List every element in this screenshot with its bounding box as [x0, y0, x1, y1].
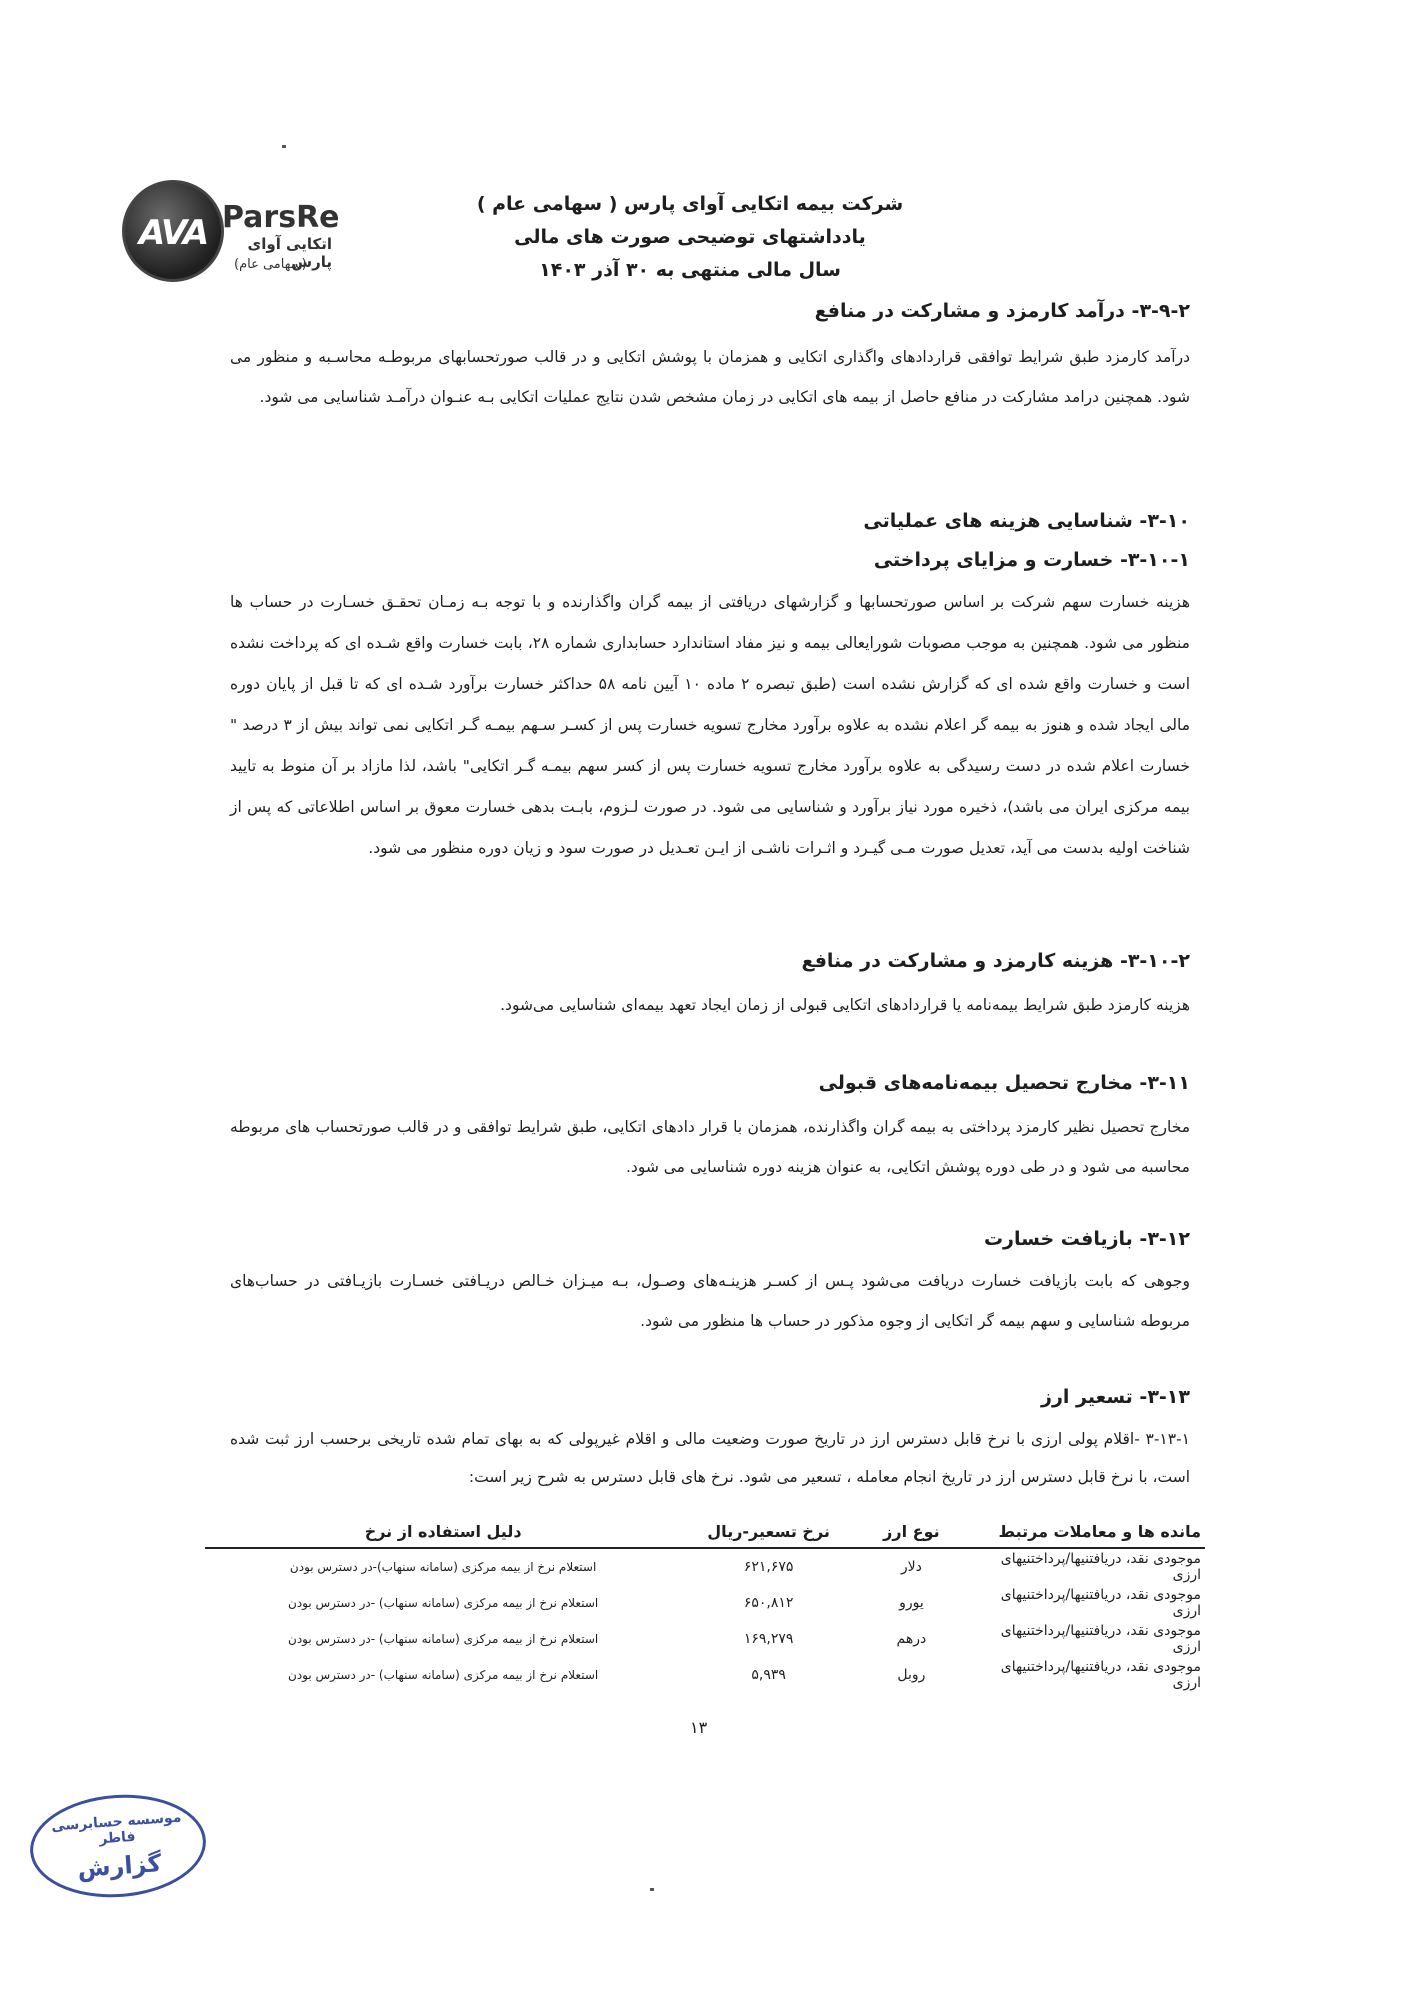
table-row [205, 1585, 1205, 1621]
section-title-3-13: ۳-۱۳- تسعیر ارز [1041, 1386, 1190, 1408]
table-row [205, 1657, 1205, 1693]
cell-currency: درهم [896, 1631, 927, 1647]
section-title-3-10-2: ۳-۱۰-۲- هزینه کارمزد و مشارکت در منافع [801, 950, 1190, 972]
table-row [205, 1548, 1205, 1585]
header-rate: نرخ تسعیر-ریال [681, 1516, 856, 1548]
cell-reason: استعلام نرخ از بیمه مرکزی (سامانه سنهاب) -در دسترس بودن [288, 1596, 599, 1610]
cell-account: موجودی نقد، دریافتنیها/پرداختنیهای ارزی [1000, 1623, 1201, 1655]
exchange-rate-table [205, 1516, 1205, 1693]
cell-currency: روبل [897, 1667, 926, 1683]
logo-brand-fa: اتکایی آوای پارس [247, 235, 332, 271]
cell-reason: استعلام نرخ از بیمه مرکزی (سامانه سنهاب) -در دسترس بودن [288, 1632, 599, 1646]
cell-rate: ۱۶۹,۲۷۹ [743, 1631, 794, 1647]
scan-speck [282, 145, 286, 148]
logo-emblem [122, 180, 224, 282]
cell-currency: دلار [900, 1559, 922, 1575]
cell-reason: استعلام نرخ از بیمه مرکزی (سامانه سنهاب) -در دسترس بودن [288, 1668, 599, 1682]
section-body-3-11: مخارج تحصیل نظیر کارمزد پرداختی به بیمه گران واگذارنده، همزمان با قرار دادهای اتکایی، طبق شرایط توافقی و در قالب صورتحساب های مربوطه محاسبه می شود و در طی دوره پوشش اتکایی، به عنوان هزینه دوره شناسایی می شود. [230, 1118, 1190, 1176]
section-title-3-10-1: ۳-۱۰-۱- خسارت و مزایای پرداختی [873, 549, 1190, 571]
cell-account: موجودی نقد، دریافتنیها/پرداختنیهای ارزی [1000, 1659, 1201, 1691]
section-title-3-11: ۳-۱۱- مخارج تحصیل بیمه‌نامه‌های قبولی [818, 1072, 1190, 1094]
table-header-row [205, 1516, 1205, 1548]
header-reason: دلیل استفاده از نرخ [205, 1516, 681, 1548]
cell-rate: ۵,۹۳۹ [751, 1667, 786, 1683]
section-body-3-13: ۳-۱۳-۱ -اقلام پولی ارزی با نرخ قابل دسترس ارز در تاریخ صورت وضعیت مالی و اقلام غیرپولی که به بهای تمام شده تاریخی برحسب ارز ثبت شده است، با نرخ قابل دسترس ارز در تاریخ انجام معامله ، تسعیر می شود. نرخ های قابل دسترس به شرح زیر است: [230, 1430, 1190, 1486]
logo-brand-type: (سهامی عام) [234, 257, 307, 272]
logo-mark: AVA [138, 213, 208, 253]
table-row [205, 1621, 1205, 1657]
header-account: مانده ها و معاملات مرتبط [967, 1516, 1205, 1548]
cell-currency: یورو [899, 1595, 924, 1611]
section-title-3-10: ۳-۱۰- شناسایی هزینه های عملیاتی [863, 510, 1190, 532]
stamp-report-label: گزارش [76, 1849, 163, 1883]
cell-account: موجودی نقد، دریافتنیها/پرداختنیهای ارزی [1000, 1551, 1201, 1583]
section-body-3-9-2: درآمد کارمزد طبق شرایط توافقی قراردادهای واگذاری اتکایی و همزمان با پوشش اتکایی و در قالب صورتحسابهای مربوطـه محاسـبه و منظور می شود. همچنین درامد مشارکت در منافع حاصل از بیمه های اتکایی در زمان مشخص شدن نتایج عملیات اتکایی بـه عنـوان درآمـد شناسایی می شود. [230, 348, 1190, 406]
cell-account: موجودی نقد، دریافتنیها/پرداختنیهای ارزی [1000, 1587, 1201, 1619]
section-body-3-12: وجوهی که بابت بازیافت خسارت دریافت می‌شود پـس از کسـر هزینـه‌های وصـول، بـه میـزان خـالص دریـافتی خسـارت بازیـافتی در حساب‌های مربوطه شناسایی و سهم بیمه گر اتکایی از وجوه مذکور در حساب ها منظور می شود. [230, 1272, 1190, 1330]
cell-rate: ۶۲۱,۶۷۵ [743, 1559, 794, 1575]
stamp-firm-name: موسسه حسابرسی فاطر [50, 1809, 182, 1848]
cell-rate: ۶۵۰,۸۱۲ [743, 1595, 794, 1611]
fiscal-period: سال مالی منتهی به ۳۰ آذر ۱۴۰۳ [539, 259, 841, 281]
document-title: یادداشتهای توضیحی صورت های مالی [514, 226, 866, 248]
header-currency: نوع ارز [856, 1516, 967, 1548]
auditor-stamp [27, 1789, 210, 1903]
section-title-3-12: ۳-۱۲- بازیافت خسارت [983, 1228, 1190, 1250]
section-body-3-10-1: هزینه خسارت سهم شرکت بر اساس صورتحسابها و گزارشهای دریافتی از بیمه گران واگذارنده و با توجه بـه زمـان تحقـق خسـارت در حساب ها منظور می شود. همچنین به موجب مصوبات شورایعالی بیمه و نیز مفاد استاندارد حسابداری شماره ۲۸، بابت خسارت واقع شـده ای که پرداخت نشده است و خسارت واقع شده ای که گزارش نشده است (طبق تبصره ۲ ماده ۱۰ آیین نامه ۵۸ حداکثر خسارت برآورد شـده ای که تا قبل از پایان دوره مالی ایجاد شده و هنوز به بیمه گر اعلام نشده به علاوه برآورد مخارج تسویه خسارت پس از کسـر سـهم بیمـه گـر اتکایی نمی تواند بیش از ۳ درصد " خسارت اعلام شده در دست رسیدگی به علاوه برآورد مخارج تسویه خسارت پس از کسر سهم بیمـه گـر اتکایی" باشد، لذا مازاد بر آن منوط به تایید بیمه مرکزی ایران می باشد)، ذخیره مورد نیاز برآورد و شناسایی می شود. در صورت لـزوم، بابـت بدهی خسارت معوق بر اساس اطلاعاتی که پس از شناخت اولیه بدست می آید، تعدیل صورت مـی گیـرد و اثـرات ناشـی از ایـن تعـدیل در صورت سود و زیان دوره منظور می شود. [230, 593, 1191, 857]
company-name: شرکت بیمه اتکایی آوای پارس ( سهامی عام ) [476, 193, 904, 215]
document-header [470, 188, 910, 287]
section-title-3-9-2: ۳-۹-۲- درآمد کارمزد و مشارکت در منافع [814, 300, 1190, 322]
scan-speck [650, 1888, 654, 1891]
logo-brand-en: ParsRe [222, 200, 340, 235]
company-logo [122, 180, 340, 280]
section-body-3-10-2: هزینه کارمزد طبق شرایط بیمه‌نامه یا قراردادهای اتکایی قبولی از زمان ایجاد تعهد بیمه‌ای شناسایی می‌شود. [500, 996, 1190, 1014]
cell-reason: استعلام نرخ از بیمه مرکزی (سامانه سنهاب)-در دسترس بودن [289, 1560, 597, 1574]
page-number: ۱۳ [690, 1718, 708, 1737]
